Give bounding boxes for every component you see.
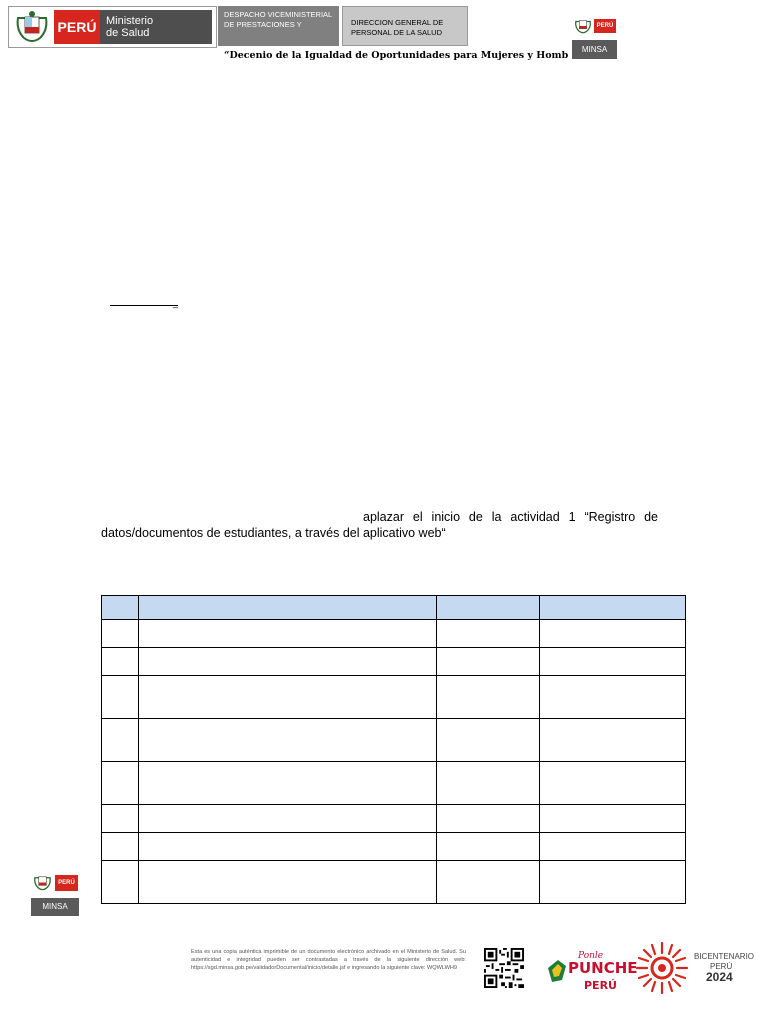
svg-text:PUNCHE: PUNCHE	[568, 959, 638, 977]
table-cell	[102, 620, 139, 648]
paragraph-line-2: datos/documentos de estudiantes, a través del aplicativo web“	[101, 526, 446, 540]
decenio-motto: “Decenio de la Igualdad de Oportunidades para Mujeres y Homb	[224, 50, 569, 61]
bicentenario-line-2: PERÚ	[710, 962, 733, 971]
table-cell	[437, 719, 540, 762]
table-row	[102, 762, 686, 805]
minsa-peru-label: PERÚ	[55, 875, 78, 891]
table-cell	[138, 805, 436, 833]
data-table	[101, 595, 686, 904]
table-cell	[138, 833, 436, 861]
table-cell	[102, 833, 139, 861]
table-header-row	[102, 596, 686, 620]
table-cell	[437, 833, 540, 861]
header-cell	[102, 596, 139, 620]
header-cell	[540, 596, 686, 620]
header-cell	[138, 596, 436, 620]
table-cell	[138, 762, 436, 805]
table-cell	[102, 719, 139, 762]
table-cell	[138, 648, 436, 676]
peru-coat-of-arms-icon	[33, 873, 52, 892]
bicentenario-label	[694, 952, 754, 982]
table-cell	[437, 620, 540, 648]
table-cell	[437, 805, 540, 833]
table-row	[102, 620, 686, 648]
table-row	[102, 719, 686, 762]
table-cell	[540, 833, 686, 861]
table-cell	[437, 762, 540, 805]
table-cell	[540, 719, 686, 762]
peru-ministry-logo	[8, 6, 217, 48]
underline-fragment-text: _	[172, 298, 178, 308]
header-cell	[437, 596, 540, 620]
table-cell	[138, 620, 436, 648]
table-cell	[102, 676, 139, 719]
bicentenario-line-1: BICENTENARIO	[694, 952, 755, 961]
svg-text:Ponle: Ponle	[578, 951, 604, 961]
ministry-line-2: de Salud	[106, 27, 150, 39]
table-cell	[540, 620, 686, 648]
bicentenario-year: 2024	[706, 970, 733, 984]
table-row	[102, 676, 686, 719]
minsa-logo-header	[572, 16, 617, 59]
direccion-box: DIRECCION GENERAL DE PERSONAL DE LA SALUD	[342, 6, 468, 46]
bicentenario-sun-icon	[634, 940, 690, 996]
table-cell	[138, 861, 436, 904]
verification-note: Esta es una copia auténtica imprimible de un documento electrónico archivado en el Ministerio de Salud. Su autenticidad e integridad pueden ser contrastadas a través de la siguiente dirección web: https://sgd.minsa.gob.pe/validadorDocumental/inicio/detalle.jsf e ingresando la siguiente clave: WQWLWH9	[191, 949, 466, 971]
peru-label: PERÚ	[54, 10, 100, 44]
table-row	[102, 648, 686, 676]
table-cell	[437, 648, 540, 676]
minsa-peru-label: PERÚ	[594, 19, 616, 33]
table-cell	[437, 676, 540, 719]
minsa-label: MINSA	[31, 898, 79, 916]
ministry-line-1: Ministerio	[106, 15, 154, 27]
table-cell	[102, 805, 139, 833]
table-row	[102, 833, 686, 861]
table-cell	[138, 676, 436, 719]
table-row	[102, 805, 686, 833]
table-cell	[540, 805, 686, 833]
table-cell	[102, 648, 139, 676]
table-cell	[540, 648, 686, 676]
table-cell	[540, 676, 686, 719]
table-cell	[540, 861, 686, 904]
table-cell	[102, 861, 139, 904]
despacho-box: DESPACHO VICEMINISTERIAL DE PRESTACIONES Y	[218, 6, 339, 46]
table-row	[102, 861, 686, 904]
ministry-name	[100, 10, 212, 44]
qr-code-icon	[484, 948, 524, 988]
peru-coat-of-arms-icon	[574, 17, 592, 35]
table-cell	[437, 861, 540, 904]
minsa-label: MINSA	[572, 40, 617, 59]
minsa-logo-bottom	[31, 872, 79, 916]
table-cell	[138, 719, 436, 762]
table-cell	[102, 762, 139, 805]
body-paragraph	[101, 509, 658, 541]
ponle-punche-logo-icon	[544, 946, 638, 992]
svg-text:PERÚ: PERÚ	[584, 979, 617, 992]
table-cell	[540, 762, 686, 805]
underline-fragment	[110, 296, 178, 306]
peru-coat-of-arms-icon	[14, 10, 50, 44]
paragraph-line-1: aplazar el inicio de la actividad 1 “Registro de	[363, 510, 658, 524]
